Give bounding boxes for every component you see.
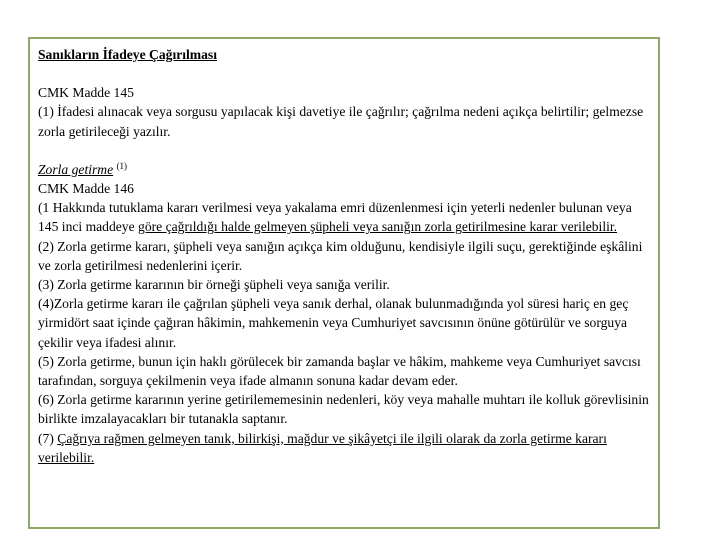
footnote-marker: (1) bbox=[116, 160, 128, 171]
article-145-paragraph-1: (1) İfadesi alınacak veya sorgusu yapılacak kişi davetiye ile çağrılır; çağrılma nedeni açıkça belirtilir; gelmezse zorla getirileceği yazılır. bbox=[38, 104, 644, 139]
article-146-paragraph-2: (2) Zorla getirme kararı, şüpheli veya sanığın açıkça kim olduğunu, kendisiyle ilgili suçu, gerektiğinde eşkâlini ve zorla getirilmesi nedenlerini içerir. bbox=[38, 238, 643, 273]
article-146-paragraph-1 bbox=[38, 198, 650, 236]
article-146-paragraph-1-underlined: göre çağrıldığı halde gelmeyen şüpheli veya sanığın zorla getirilmesine karar verilebilir. bbox=[138, 219, 618, 235]
forced-appearance-label: Zorla getirme bbox=[38, 161, 114, 177]
article-146-paragraph-6: (6) Zorla getirme kararının yerine getirilememesinin nedenleri, köy veya mahalle muhtarı ile kolluk görevlisinin birlikte imzalayacakları bir tutanakla saptanır. bbox=[38, 392, 649, 427]
article-146-paragraph-7-underlined: Çağrıya rağmen gelmeyen tanık, bilirkişi, mağdur ve şikâyetçi ile ilgili olarak da zorla getirme kararı verilebilir. bbox=[38, 430, 607, 465]
article-146-paragraph-3: (3) Zorla getirme kararının bir örneği şüpheli veya sanığa verilir. bbox=[38, 277, 390, 293]
article-146-paragraph-7-prefix: (7) bbox=[38, 430, 58, 446]
article-146-heading: CMK Madde 146 bbox=[38, 181, 134, 197]
document-frame bbox=[28, 37, 660, 529]
article-146-paragraph-7 bbox=[38, 429, 650, 467]
article-146-paragraph-1-text: (1 Hakkında tutuklama kararı verilmesi veya yakalama emri düzenlenmesi için yeterli nedenler bulunan veya 145 inci maddeye bbox=[38, 200, 632, 235]
forced-appearance-heading bbox=[38, 160, 650, 179]
document-title: Sanıkların İfadeye Çağırılması bbox=[38, 47, 217, 62]
article-146-paragraph-5: (5) Zorla getirme, bunun için haklı görülecek bir zamanda başlar ve hâkim, mahkeme veya Cumhuriyet savcısı tarafından, sorguya çekilmenin veya ifade almanın sonuna kadar devam eder. bbox=[38, 353, 641, 389]
article-146-paragraph-4: (4)Zorla getirme kararı ile çağrılan şüpheli veya sanık derhal, olanak bulunmadığında yol süresi hariç en geç yirmidört saat içinde çağıran hâkimin, mahkemenin veya Cumhuriyet savcısının önüne götürülür ve sorguya çekilir veya ifadesi alınır. bbox=[38, 296, 629, 350]
article-145-heading: CMK Madde 145 bbox=[38, 85, 134, 101]
